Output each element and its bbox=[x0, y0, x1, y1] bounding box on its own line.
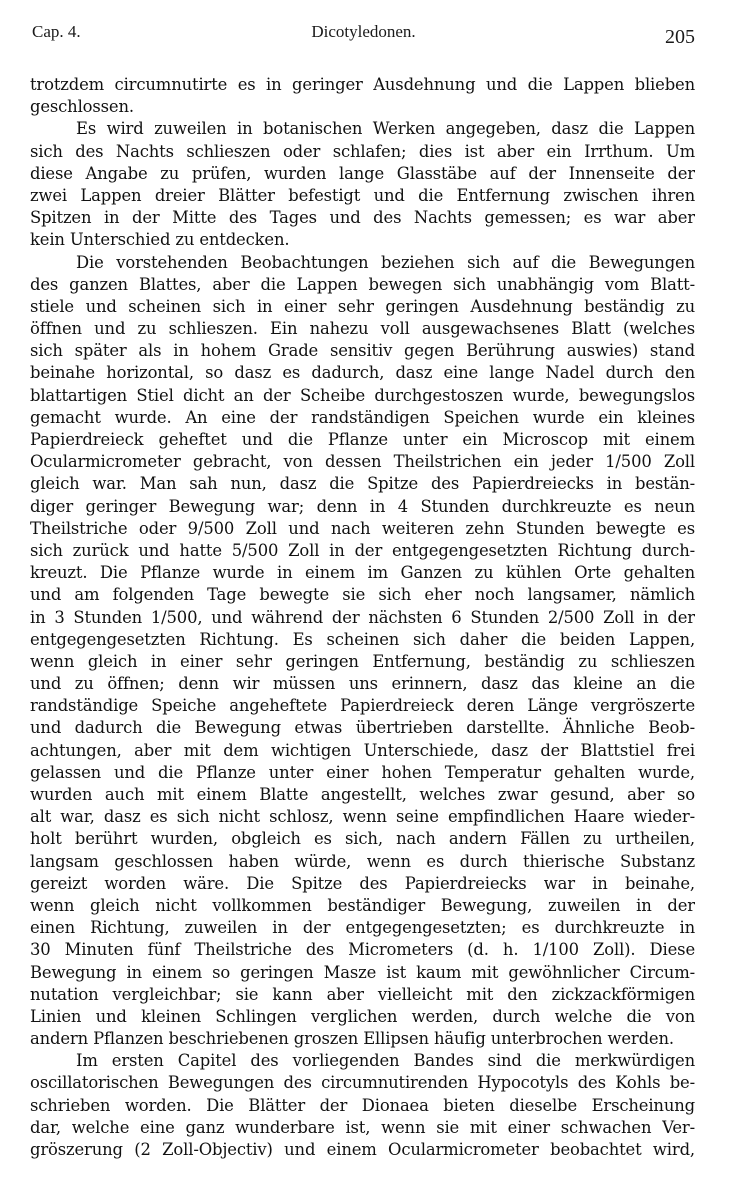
text-line: und am folgenden Tage bewegte sie sich eher noch langsamer, nämlich bbox=[30, 585, 695, 605]
text-line: langsam geschlossen haben würde, wenn es durch thierische Substanz bbox=[30, 851, 695, 871]
text-line: Linien und kleinen Schlingen verglichen werden, durch welche die von bbox=[30, 1006, 695, 1026]
text-line: 30 Minuten fünf Theilstriche des Micrometers (d. h. 1/100 Zoll). Diese bbox=[30, 940, 695, 960]
text-line: Im ersten Capitel des vorliegenden Bandes sind die merkwürdigen bbox=[76, 1051, 695, 1071]
text-line: gleich war. Man sah nun, dasz die Spitze des Papierdreiecks in bestän- bbox=[30, 474, 695, 494]
text-line: diese Angabe zu prüfen, wurden lange Glasstäbe auf der Innenseite der bbox=[30, 163, 695, 183]
text-line: kreuzt. Die Pflanze wurde in einem im Ganzen zu kühlen Orte gehalten bbox=[30, 563, 695, 583]
text-line: alt war, dasz es sich nicht schlosz, wenn seine empfindlichen Haare wieder- bbox=[30, 807, 695, 827]
text-line: holt berührt wurden, obgleich es sich, nach andern Fällen zu urtheilen, bbox=[30, 829, 695, 849]
chapter-label: Cap. 4. bbox=[32, 22, 81, 41]
text-line: blattartigen Stiel dicht an der Scheibe durchgestoszen wurde, bewegungslos bbox=[30, 385, 695, 405]
text-line: Ocularmicrometer gebracht, von dessen Theilstrichen ein jeder 1/500 Zoll bbox=[30, 452, 695, 472]
text-line: und dadurch die Bewegung etwas übertrieben darstellte. Ähnliche Beob- bbox=[30, 718, 695, 738]
text-line: gelassen und die Pflanze unter einer hohen Temperatur gehalten wurde, bbox=[30, 762, 695, 782]
text-line: randständige Speiche angeheftete Papierdreieck deren Länge vergröszerte bbox=[30, 696, 695, 716]
text-line: sich später als in hohem Grade sensitiv gegen Berührung auswies) stand bbox=[30, 341, 695, 361]
section-title: Dicotyledonen. bbox=[311, 22, 416, 41]
text-line: gemacht wurde. An eine der randständigen Speichen wurde ein kleines bbox=[30, 407, 695, 427]
text-line: Spitzen in der Mitte des Tages und des Nachts gemessen; es war aber bbox=[30, 208, 695, 228]
text-line: nutation vergleichbar; sie kann aber vielleicht mit den zickzackförmigen bbox=[30, 984, 695, 1004]
text-line: beinahe horizontal, so dasz es dadurch, dasz eine lange Nadel durch den bbox=[30, 363, 695, 383]
text-line: kein Unterschied zu entdecken. bbox=[30, 230, 290, 250]
text-line: Theilstriche oder 9/500 Zoll und nach weiteren zehn Stunden bewegte es bbox=[30, 518, 695, 538]
text-line: Die vorstehenden Beobachtungen beziehen sich auf die Bewegungen bbox=[76, 252, 695, 272]
text-line: gereizt worden wäre. Die Spitze des Papierdreiecks war in beinahe, bbox=[30, 873, 695, 893]
text-line: trotzdem circumnutirte es in geringer Ausdehnung und die Lappen blieben bbox=[30, 75, 695, 94]
text-line: dar, welche eine ganz wunderbare ist, wenn sie mit einer schwachen Ver- bbox=[30, 1117, 695, 1137]
text-line: zwei Lappen dreier Blätter befestigt und die Entfernung zwischen ihren bbox=[30, 185, 695, 205]
text-line: einen Richtung, zuweilen in der entgegengesetzten; es durchkreuzte in bbox=[30, 918, 695, 938]
page-number: 205 bbox=[665, 26, 695, 48]
text-line: stiele und scheinen sich in einer sehr geringen Ausdehnung beständig zu bbox=[30, 296, 695, 316]
text-line: gröszerung (2 Zoll-Objectiv) und einem Ocularmicrometer beobachtet wird, bbox=[30, 1140, 695, 1159]
text-line: sich zurück und hatte 5/500 Zoll in der entgegengesetzten Richtung durch- bbox=[30, 540, 695, 560]
text-line: oscillatorischen Bewegungen des circumnutirenden Hypocotyls des Kohls be- bbox=[30, 1073, 695, 1093]
text-line: öffnen und zu schlieszen. Ein nahezu voll ausgewachsenes Blatt (welches bbox=[30, 319, 695, 339]
text-line: wurden auch mit einem Blatte angestellt, welches zwar gesund, aber so bbox=[30, 785, 695, 804]
text-line: des ganzen Blattes, aber die Lappen bewegen sich unabhängig vom Blatt- bbox=[30, 274, 695, 294]
text-line: sich des Nachts schlieszen oder schlafen; dies ist aber ein Irrthum. Um bbox=[30, 141, 695, 161]
text-line: schrieben worden. Die Blätter der Dionaea bieten dieselbe Erscheinung bbox=[30, 1095, 695, 1115]
text-line: und zu öffnen; denn wir müssen uns erinnern, dasz das kleine an die bbox=[30, 674, 695, 694]
text-line: geschlossen. bbox=[30, 97, 134, 117]
text-line: achtungen, aber mit dem wichtigen Unterschiede, dasz der Blattstiel frei bbox=[30, 740, 695, 760]
text-line: Papierdreieck geheftet und die Pflanze unter ein Microscop mit einem bbox=[30, 430, 695, 449]
text-line: entgegengesetzten Richtung. Es scheinen sich daher die beiden Lappen, bbox=[30, 629, 695, 649]
running-header bbox=[32, 22, 695, 52]
body-text bbox=[30, 74, 695, 1161]
text-line: Bewegung in einem so geringen Masze ist kaum mit gewöhnlicher Circum- bbox=[30, 962, 695, 982]
text-line: Es wird zuweilen in botanischen Werken angegeben, dasz die Lappen bbox=[76, 119, 695, 139]
text-line: diger geringer Bewegung war; denn in 4 Stunden durchkreuzte es neun bbox=[30, 496, 695, 516]
text-line: andern Pflanzen beschriebenen groszen Ellipsen häufig unterbrochen werden. bbox=[30, 1029, 674, 1049]
text-line: wenn gleich in einer sehr geringen Entfernung, beständig zu schlieszen bbox=[30, 651, 695, 671]
text-line: in 3 Stunden 1/500, und während der nächsten 6 Stunden 2/500 Zoll in der bbox=[30, 607, 695, 627]
text-line: wenn gleich nicht vollkommen beständiger Bewegung, zuweilen in der bbox=[30, 895, 695, 915]
